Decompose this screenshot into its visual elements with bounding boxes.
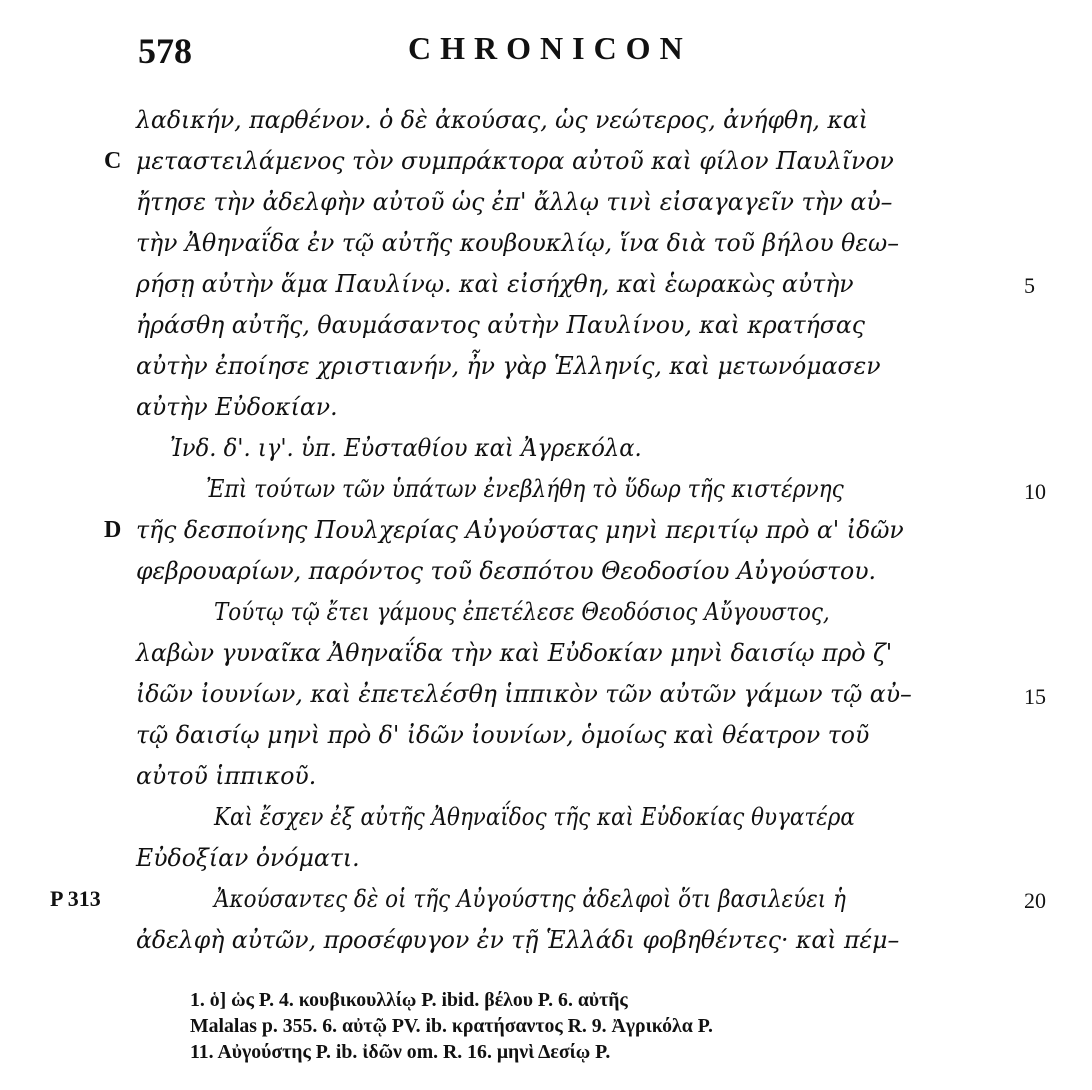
text-line: ἰδῶν ἰουνίων, καὶ ἐπετελέσθη ἱππικὸν τῶν αὐτῶν γάμων τῷ αὐ– [136,680,912,708]
text-line: αὐτὴν Εὐδοκίαν. [136,393,338,421]
footnote-line: 1. ὁ] ὡς P. 4. κουβικουλλίῳ P. ibid. βέλου P. 6. αὐτῆς [190,989,628,1011]
text-line: Ἀκούσαντες δὲ οἱ τῆς Αὐγούστης ἀδελφοὶ ὅτι βασιλεύει ἡ [214,885,846,913]
date-line: Ἰνδ. δ'. ιγ'. ὑπ. Εὐσταθίου καὶ Ἀγρεκόλα. [170,434,642,462]
line-number-5: 5 [1024,273,1035,298]
text-line: Τούτῳ τῷ ἔτει γάμους ἐπετέλεσε Θεοδόσιος Αὔγουστος, [214,598,830,626]
text-line: τὴν Ἀθηναΐδα ἐν τῷ αὐτῆς κουβουκλίῳ, ἵνα διὰ τοῦ βήλου θεω– [136,229,900,257]
text-line: φεβρουαρίων, παρόντος τοῦ δεσπότου Θεοδοσίου Αὐγούστου. [136,557,877,585]
text-line: ἠράσθη αὐτῆς, θαυμάσαντος αὐτὴν Παυλίνου, καὶ κρατήσας [136,311,865,339]
line-number-10: 10 [1024,479,1046,504]
text-line: αὐτὴν ἐποίησε χριστιανήν, ἦν γὰρ Ἑλληνίς, καὶ μετωνόμασεν [136,352,881,380]
footnote-line: 11. Αὐγούστης P. ib. ἰδῶν om. R. 16. μηνὶ Δεσίῳ P. [190,1041,611,1063]
text-line: ρήσῃ αὐτὴν ἅμα Παυλίνῳ. καὶ εἰσήχθη, καὶ ἑωρακὼς αὐτὴν [136,270,854,298]
line-number-20: 20 [1024,888,1046,913]
margin-letter-c: C [104,148,122,174]
footnote-line: Malalas p. 355. 6. αὐτῷ PV. ib. κρατήσαντος R. 9. Ἀγρικόλα P. [190,1015,713,1037]
text-line: αὐτοῦ ἱππικοῦ. [136,762,317,790]
text-line: μεταστειλάμενος τὸν συμπράκτορα αὐτοῦ καὶ φίλον Παυλῖνον [136,147,894,175]
text-line: λαδικήν, παρθένον. ὁ δὲ ἀκούσας, ὡς νεώτερος, ἀνήφθη, καὶ [136,106,868,134]
text-line: ἀδελφὴ αὐτῶν, προσέφυγον ἐν τῇ Ἑλλάδι φοβηθέντες· καὶ πέμ– [136,926,900,954]
line-number-15: 15 [1024,684,1046,709]
text-line: Εὐδοξίαν ὀνόματι. [136,844,360,872]
text-line: τῆς δεσποίνης Πουλχερίας Αὐγούστας μηνὶ περιτίῳ πρὸ α' ἰδῶν [136,516,904,544]
page-reference: P 313 [50,886,101,911]
text-line: τῷ δαισίῳ μηνὶ πρὸ δ' ἰδῶν ἰουνίων, ὁμοίως καὶ θέατρον τοῦ [136,721,870,749]
text-line: Ἐπὶ τούτων τῶν ὑπάτων ἐνεβλήθη τὸ ὕδωρ τῆς κιστέρνης [206,475,844,503]
page-number: 578 [138,31,192,71]
text-line: ἤτησε τὴν ἀδελφὴν αὐτοῦ ὡς ἐπ' ἄλλῳ τινὶ εἰσαγαγεῖν τὴν αὐ– [136,188,893,216]
running-title: CHRONICON [408,30,692,66]
text-line: Καὶ ἔσχεν ἐξ αὐτῆς Ἀθηναΐδος τῆς καὶ Εὐδοκίας θυγατέρα [214,803,855,831]
margin-letter-d: D [104,517,122,543]
text-line: λαβὼν γυναῖκα Ἀθηναΐδα τὴν καὶ Εὐδοκίαν μηνὶ δαισίῳ πρὸ ζ' [136,639,893,667]
